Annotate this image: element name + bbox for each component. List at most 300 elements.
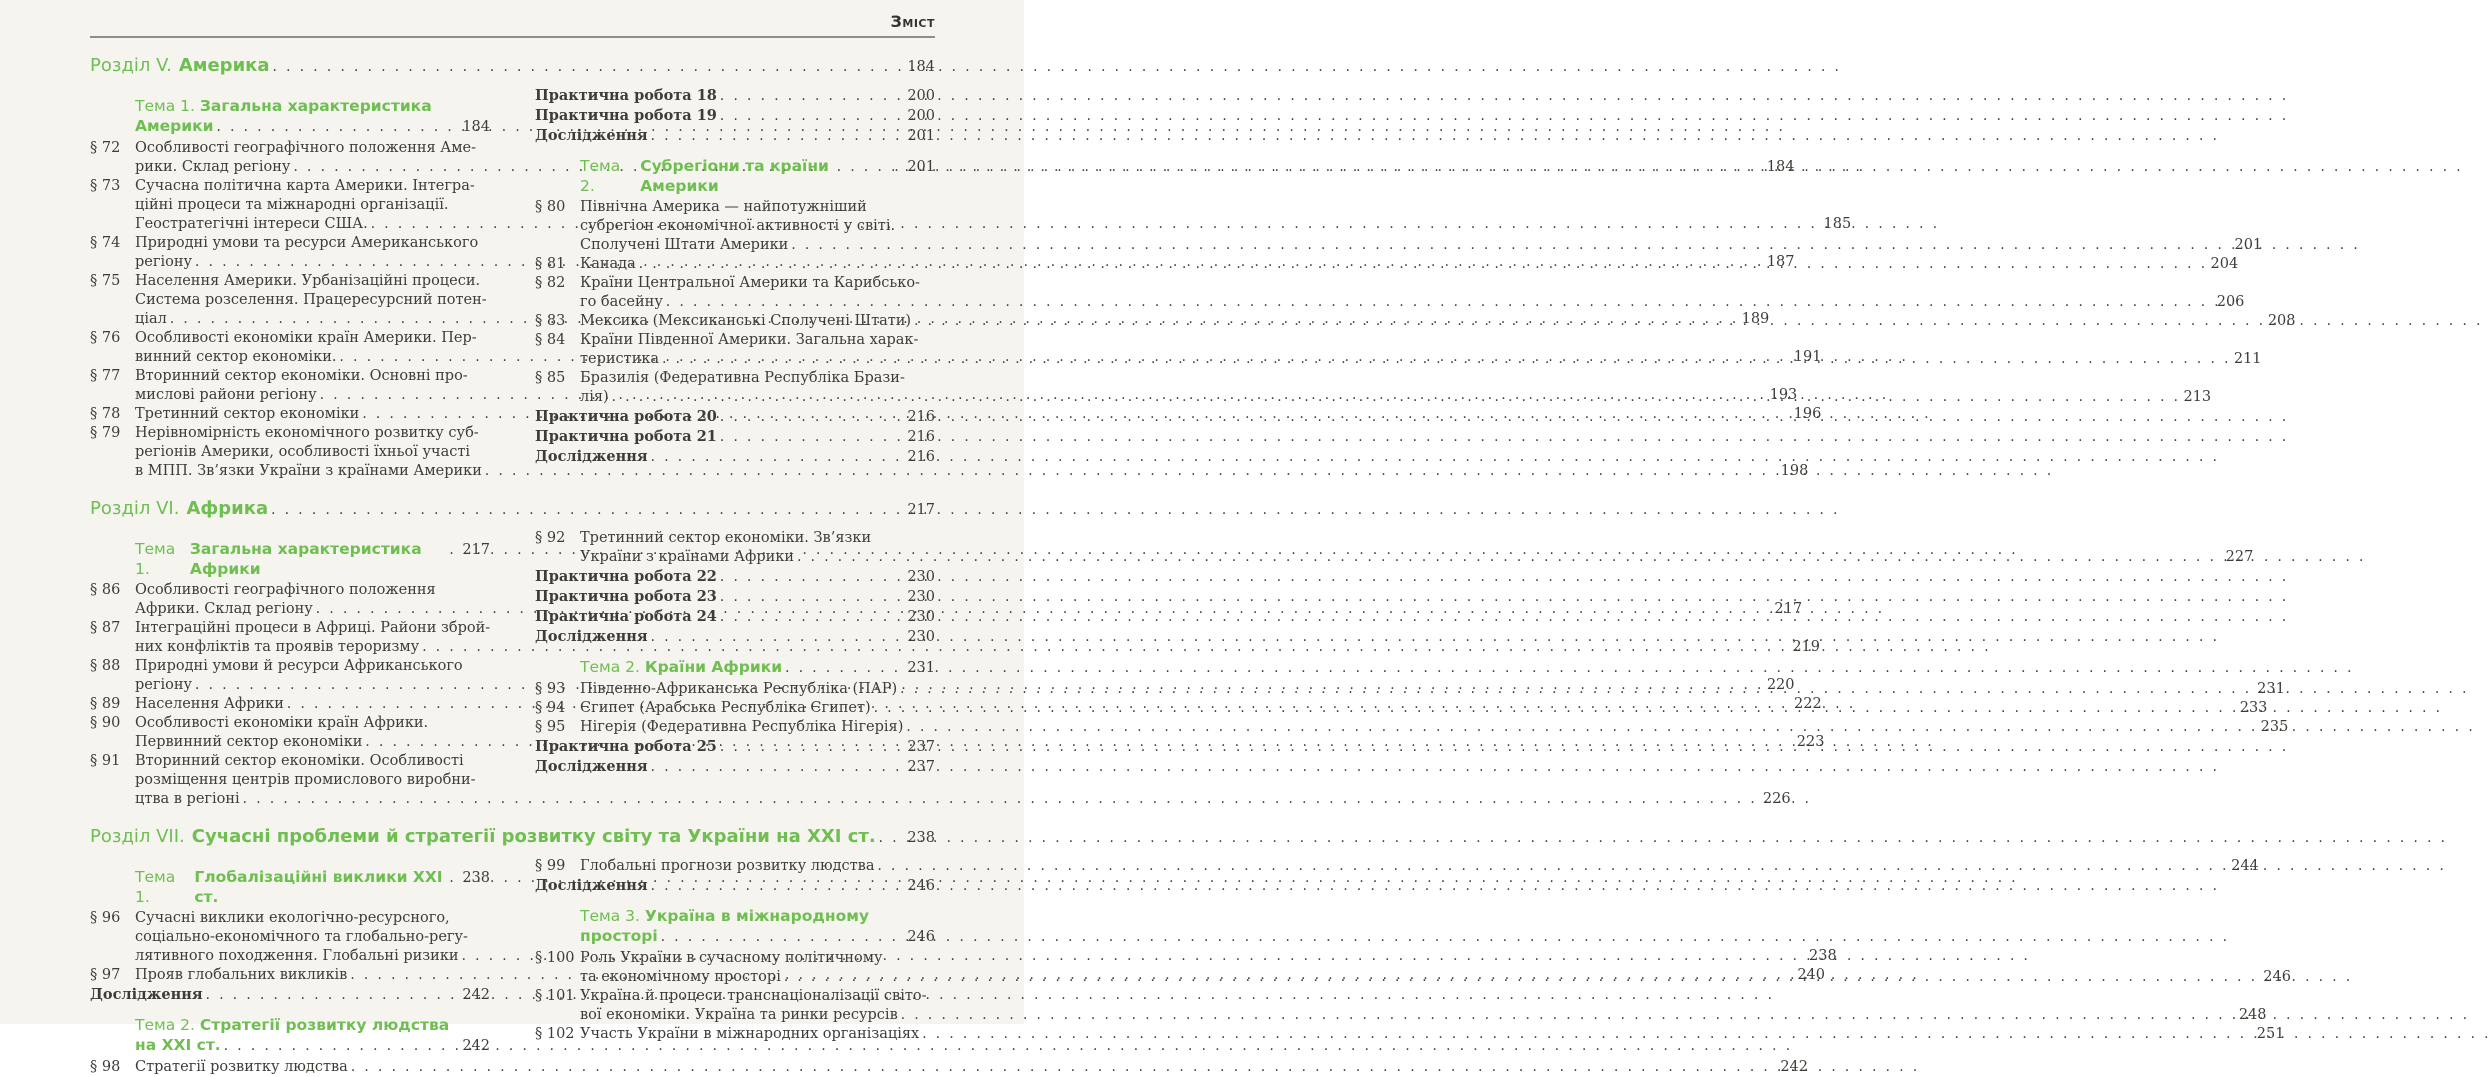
dot-leader [651, 448, 905, 467]
tema-title: Америки [135, 117, 214, 135]
entry-text: них конфліктів та проявів тероризму [135, 639, 420, 655]
entry-text-line: соціально-економічного та глобально-регу- [135, 929, 468, 945]
dot-leader [662, 350, 2231, 369]
page-number: 223 [1796, 734, 1825, 750]
dot-leader [785, 658, 904, 678]
page-number: 201 [2234, 237, 2263, 253]
paragraph-number: § 80 [535, 199, 566, 215]
paragraph-number: § 101 [535, 988, 575, 1004]
paragraph-text [580, 529, 2253, 567]
paragraph-number: § 100 [535, 950, 575, 966]
entry-text-line: Населення Америки. Урбанізаційні процеси. [135, 273, 481, 289]
tema-text-line [580, 906, 935, 926]
page-number: 185 [1823, 216, 1852, 232]
work-last-line [535, 757, 935, 777]
toc-entry-paragraph [535, 1025, 2285, 1044]
entry-text-line: регіонів Америки, особливості їхньої участі [135, 444, 470, 460]
entry-text: Стратегії розвитку людства [135, 1059, 348, 1075]
entry-text: України з країнами Африки [580, 549, 795, 565]
tema-label: Тема 1. [135, 97, 195, 115]
entry-text: Дослідження [535, 877, 648, 894]
dot-leader [720, 608, 904, 627]
page-number: 184 [1766, 159, 1795, 175]
entry-text: Участь України в міжнародних організаціях [580, 1026, 920, 1042]
dot-leader [900, 680, 2254, 699]
tema-label: Тема 1. [135, 540, 176, 578]
dot-leader [449, 868, 459, 888]
dot-leader [666, 293, 2214, 312]
entry-text: Практична робота 21 [535, 428, 717, 445]
work-last-line [535, 126, 935, 146]
toc-entry-tema [135, 539, 490, 579]
page-number: 184 [462, 119, 490, 135]
dot-leader [720, 738, 904, 757]
dot-leader [720, 568, 904, 587]
section-label: Розділ VII. [90, 826, 185, 847]
dot-leader [651, 877, 905, 896]
page-number: 201 [907, 159, 935, 175]
page-number: 230 [907, 609, 935, 625]
paragraph-last-line [580, 857, 2259, 876]
paragraph-number: § 79 [90, 425, 121, 441]
section-title: Сучасні проблеми й стратегії розвитку світу та України на XXI ст. [191, 826, 876, 847]
entry-text-line: Роль України в сучасному політичному [580, 950, 883, 966]
tema-last-line [580, 156, 935, 196]
paragraph-number: § 99 [535, 858, 566, 874]
page-number: 206 [2216, 294, 2245, 310]
tema-label: Тема 2. [580, 658, 640, 676]
entry-text: Африки. Склад регіону [135, 601, 313, 617]
page-number: 238 [907, 830, 935, 846]
entry-text-line: ційні процеси та міжнародні організації. [135, 197, 449, 213]
dot-leader [874, 699, 2237, 718]
entry-text-line: субрегіон економічної активності у світі. [580, 218, 896, 234]
section-columns [90, 857, 2291, 1077]
page-number: 242 [1780, 1059, 1808, 1075]
dot-leader [661, 927, 905, 947]
paragraph-last-line [580, 718, 2288, 737]
tema-title: Субрегіони та країни Америки [640, 157, 829, 195]
paragraph-last-line [580, 350, 2262, 369]
page-number: 217 [462, 542, 490, 558]
dot-leader [720, 408, 904, 427]
entry-text-line: Природні умови та ресурси Американського [135, 235, 479, 251]
entry-text-line: Особливості економіки країн Америки. Пер- [135, 330, 477, 346]
entry-text: Практична робота 19 [535, 107, 717, 124]
page-number: 217 [907, 502, 935, 518]
page-number: 200 [907, 88, 935, 104]
page-number: 184 [907, 59, 935, 75]
work-last-line [535, 427, 935, 447]
paragraph-number: § 90 [90, 715, 121, 731]
entry-text-line: Особливості географічного положення Аме- [135, 140, 477, 156]
entry-text: Практична робота 20 [535, 408, 717, 425]
paragraph-last-line [580, 699, 2267, 718]
section-heading [90, 825, 935, 850]
tema-label: Тема 2. [580, 157, 621, 195]
entry-text-line: Північна Америка — найпотужніший [580, 199, 867, 215]
page-number: 238 [1809, 948, 1837, 964]
entry-text: Третинний сектор економіки [135, 406, 360, 422]
paragraph-text [580, 987, 2267, 1025]
page-number: 246 [2263, 969, 2291, 985]
page-number: 193 [1769, 387, 1798, 403]
entry-text-line: розміщення центрів промислового виробни- [135, 772, 476, 788]
tema-last-line [135, 539, 490, 579]
entry-text: в МПП. Зв’язки України з країнами Америки [135, 463, 482, 479]
toc-entry-work [535, 737, 935, 757]
paragraph-text [580, 331, 2262, 369]
page-number: 216 [907, 409, 935, 425]
paragraph-last-line [135, 1058, 1808, 1077]
toc-section-3 [90, 825, 2291, 1077]
entry-text: винний сектор економіки. [135, 349, 337, 365]
page-number: 208 [2267, 313, 2296, 329]
paragraph-number: § 91 [90, 753, 121, 769]
dot-leader [651, 127, 905, 146]
toc-entry-paragraph [535, 857, 2259, 876]
toc-entry-work [535, 407, 935, 427]
tema-title: Країни Африки [644, 658, 783, 676]
page-number: 187 [1766, 254, 1795, 270]
paragraph-text [580, 680, 2285, 699]
entry-text: Практична робота 22 [535, 568, 717, 585]
toc-entry-paragraph [90, 1058, 1808, 1077]
dot-leader [877, 857, 2228, 876]
page-number: 242 [462, 1038, 490, 1054]
toc-entry-tema [135, 96, 490, 137]
page-number: 235 [2260, 719, 2289, 735]
entry-text: Південно-Африканська Республіка (ПАР) [580, 681, 898, 697]
entry-text: лія) [580, 389, 609, 405]
toc-entry-tema [580, 906, 935, 947]
toc-entry-work [535, 876, 935, 896]
page-number: 244 [2231, 858, 2259, 874]
work-last-line [535, 106, 935, 126]
section-columns [90, 86, 2296, 481]
entry-text-line: Країни Центральної Америки та Карибсько- [580, 275, 920, 291]
toc-entry-work [535, 427, 935, 447]
dot-leader [922, 1025, 2254, 1044]
entry-text: Практична робота 24 [535, 608, 717, 625]
header-rule [90, 36, 935, 38]
work-last-line [535, 447, 935, 467]
page-number: 217 [1774, 601, 1803, 617]
entry-text-line: Природні умови й ресурси Африканського [135, 658, 463, 674]
paragraph-last-line [580, 968, 2291, 987]
entry-text: Практична робота 18 [535, 87, 717, 104]
toc-sections [90, 54, 2296, 1077]
tema-title: просторі [580, 927, 658, 945]
page-number: 204 [2210, 256, 2239, 272]
entry-text-line: Бразилія (Федеративна Республіка Брази- [580, 370, 905, 386]
page-number: 237 [907, 739, 935, 755]
paragraph-text [580, 255, 2238, 274]
dot-leader [784, 968, 2260, 987]
paragraph-number: § 87 [90, 620, 121, 636]
work-last-line [535, 407, 935, 427]
paragraph-number: § 98 [90, 1059, 121, 1075]
section-heading [90, 54, 935, 79]
tema-title: на XXI ст. [135, 1036, 221, 1054]
dot-leader [612, 388, 2181, 407]
paragraph-number: § 74 [90, 235, 121, 251]
entry-text: рики. Склад регіону [135, 159, 291, 175]
paragraph-number: § 75 [90, 273, 121, 289]
tema-title: Глобалізаційні виклики XXI ст. [194, 868, 443, 906]
page-number: 213 [2183, 389, 2212, 405]
dot-leader [651, 628, 905, 647]
page-title: Зміст [890, 12, 935, 31]
entry-text: вої економіки. Україна та ринки ресурсів [580, 1007, 898, 1023]
page-number: 216 [907, 449, 935, 465]
work-last-line [535, 627, 935, 647]
toc-entry-work [535, 607, 935, 627]
paragraph-last-line [580, 1025, 2284, 1044]
entry-text-line: Нерівномірність економічного розвитку суб- [135, 425, 479, 441]
paragraph-number: § 82 [535, 275, 566, 291]
dot-leader [791, 236, 2231, 255]
entry-text-line: Україна й процеси транснаціоналізації світо- [580, 988, 927, 1004]
page-number: 248 [2238, 1007, 2267, 1023]
page-number: 189 [1741, 311, 1770, 327]
section-heading [90, 497, 935, 522]
work-last-line [535, 587, 935, 607]
paragraph-number: § 77 [90, 368, 121, 384]
entry-text: Канада [580, 256, 636, 272]
paragraph-number: § 73 [90, 178, 121, 194]
page-number: 246 [907, 878, 935, 894]
dot-leader [720, 428, 904, 447]
dot-leader [914, 312, 2265, 331]
toc-section-1 [90, 54, 2296, 481]
entry-text-line: Особливості географічного положення [135, 582, 436, 598]
toc-entry-paragraph [535, 274, 2245, 312]
toc-section-2 [90, 497, 2289, 809]
page-number: 211 [2233, 351, 2262, 367]
section-title: Америка [178, 55, 270, 76]
paragraph-number: § 76 [90, 330, 121, 346]
paragraph-last-line [580, 293, 2244, 312]
paragraph-last-line [580, 548, 2253, 567]
paragraph-text [580, 369, 2211, 407]
dot-leader [206, 986, 460, 1005]
page-number: 226 [1762, 791, 1791, 807]
entry-text-line: Інтеграційні процеси в Африці. Райони зброй- [135, 620, 491, 636]
paragraph-number: § 78 [90, 406, 121, 422]
paragraph-text [580, 312, 2296, 331]
paragraph-number: § 81 [535, 256, 566, 272]
page-number: 238 [462, 870, 490, 886]
page-header [90, 12, 935, 31]
dot-leader [217, 117, 460, 137]
entry-text-line: Вторинний сектор економіки. Основні про- [135, 368, 468, 384]
work-last-line [535, 86, 935, 106]
dot-leader [720, 588, 904, 607]
dot-leader [639, 255, 2208, 274]
paragraph-text [580, 949, 2291, 987]
paragraph-text [580, 718, 2288, 737]
dot-leader [273, 55, 905, 79]
toc-entry-work [535, 106, 935, 126]
entry-text: Сполучені Штати Америки [580, 237, 789, 253]
tema-last-line [580, 657, 935, 678]
dot-leader [449, 540, 459, 560]
tema-last-line [135, 116, 490, 137]
toc-entry-tema [135, 867, 490, 907]
tema-text-line [135, 96, 490, 116]
paragraph-text [580, 699, 2267, 718]
entry-text: Прояв глобальних викликів [135, 967, 348, 983]
entry-text-line: Країни Південної Америки. Загальна харак- [580, 332, 919, 348]
entry-text: лятивного походження. Глобальні ризики [135, 948, 459, 964]
toc-entry-tema [580, 657, 935, 678]
paragraph-number: § 72 [90, 140, 121, 156]
entry-text-line: Третинний сектор економіки. Зв’язки [580, 530, 872, 546]
entry-text: цтва в регіоні [135, 791, 240, 807]
paragraph-number: § 84 [535, 332, 566, 348]
page-number: 219 [1792, 639, 1820, 655]
page-number: 200 [907, 108, 935, 124]
entry-text: го басейну [580, 294, 663, 310]
paragraph-last-line [580, 255, 2238, 274]
entry-text: Нігерія (Федеративна Республіка Нігерія) [580, 719, 904, 735]
dot-leader [720, 107, 904, 126]
paragraph-text [580, 274, 2244, 312]
page-number: 222 [1794, 696, 1822, 712]
tema-last-line [580, 926, 935, 947]
page-number: 230 [907, 589, 935, 605]
entry-text: Дослідження [535, 127, 648, 144]
paragraph-number: § 85 [535, 370, 566, 386]
page-number: 242 [462, 987, 490, 1003]
tema-label: Тема 1. [135, 868, 176, 906]
section-title: Африка [186, 498, 269, 519]
entry-text: Мексика (Мексиканські Сполучені Штати) [580, 313, 912, 329]
paragraph-last-line [580, 680, 2285, 699]
paragraph-text [580, 1025, 2284, 1044]
dot-leader [243, 790, 1760, 809]
toc-entry-work [535, 447, 935, 467]
entry-text: ціал [135, 311, 167, 327]
paragraph-number: § 89 [90, 696, 121, 712]
entry-text: та економічному просторі [580, 969, 781, 985]
dot-leader [271, 498, 904, 522]
entry-text: регіону [135, 677, 193, 693]
entry-text: Первинний сектор економіки [135, 734, 363, 750]
page-number: 246 [907, 929, 935, 945]
page-number: 216 [907, 429, 935, 445]
paragraph-number: § 95 [535, 719, 566, 735]
paragraph-number: § 93 [535, 681, 566, 697]
page-number: 230 [907, 629, 935, 645]
page-number: 196 [1793, 406, 1822, 422]
page-number: 231 [907, 660, 935, 676]
toc-entry-work [90, 985, 490, 1005]
page-number: 251 [2256, 1026, 2285, 1042]
work-last-line [535, 567, 935, 587]
toc-entry-work [535, 757, 935, 777]
paragraph-number: § 86 [90, 582, 121, 598]
toc-entry-work [535, 567, 935, 587]
dot-leader [224, 1036, 460, 1056]
section-label: Розділ V. [90, 55, 172, 76]
entry-text-line: Сучасна політична карта Америки. Інтегра- [135, 178, 475, 194]
tema-text-line [135, 1015, 490, 1035]
page-number: 230 [907, 569, 935, 585]
tema-label: Тема 3. [580, 907, 640, 925]
entry-text: Єгипет (Арабська Республіка Єгипет) [580, 700, 871, 716]
paragraph-number: § 96 [90, 910, 121, 926]
work-last-line [90, 985, 490, 1005]
paragraph-last-line [580, 236, 2262, 255]
paragraph-number: § 88 [90, 658, 121, 674]
entry-text: Дослідження [535, 448, 648, 465]
tema-last-line [135, 867, 490, 907]
entry-text-line: Вторинний сектор економіки. Особливості [135, 753, 464, 769]
entry-text: Дослідження [535, 628, 648, 645]
toc-entry-tema [135, 1015, 490, 1056]
entry-text: Дослідження [90, 986, 203, 1003]
tema-title: Загальна характеристика [199, 97, 432, 115]
page-number: 237 [907, 759, 935, 775]
tema-label: Тема 2. [135, 1016, 195, 1034]
toc-entry-paragraph [535, 718, 2289, 737]
page-number: 227 [2225, 549, 2254, 565]
tema-title: Загальна характеристика Африки [189, 540, 422, 578]
page-number: 191 [1793, 349, 1822, 365]
dot-leader [879, 826, 905, 850]
entry-text: мислові райони регіону [135, 387, 317, 403]
tema-title: Стратегії розвитку людства [199, 1016, 450, 1034]
tema-last-line [135, 1035, 490, 1056]
dot-leader [720, 87, 904, 106]
paragraph-last-line [135, 790, 1791, 809]
paragraph-text [580, 198, 2262, 255]
page-number: 231 [2257, 681, 2285, 697]
page-number: 233 [2239, 700, 2268, 716]
paragraph-number: § 97 [90, 967, 121, 983]
paragraph-text [135, 1058, 1808, 1077]
page-number: 198 [1780, 463, 1809, 479]
dot-leader [901, 1006, 2236, 1025]
dot-leader [797, 548, 2223, 567]
entry-text: Геостратегічні інтереси США. [135, 216, 368, 232]
paragraph-last-line [580, 312, 2296, 331]
paragraph-last-line [580, 1006, 2267, 1025]
dot-leader [894, 157, 904, 177]
tema-title: Україна в міжнародному [644, 907, 869, 925]
work-last-line [535, 737, 935, 757]
entry-text: Практична робота 23 [535, 588, 717, 605]
toc-entry-work [535, 627, 935, 647]
entry-text: Населення Африки [135, 696, 284, 712]
page-number: 201 [907, 128, 935, 144]
paragraph-number: § 102 [535, 1026, 575, 1042]
entry-text: теристика [580, 351, 660, 367]
entry-text: регіону [135, 254, 193, 270]
entry-text-line: Сучасні виклики екологічно-ресурсного, [135, 910, 450, 926]
entry-text: Глобальні прогнози розвитку людства [580, 858, 875, 874]
entry-text-line: Особливості економіки країн Африки. [135, 715, 429, 731]
section-label: Розділ VI. [90, 498, 180, 519]
section-columns [90, 529, 2289, 809]
toc-entry-work [535, 126, 935, 146]
entry-text-line: Система розселення. Працересурсний потен- [135, 292, 487, 308]
toc-entry-work [535, 86, 935, 106]
work-last-line [535, 876, 935, 896]
entry-text: Практична робота 25 [535, 738, 717, 755]
